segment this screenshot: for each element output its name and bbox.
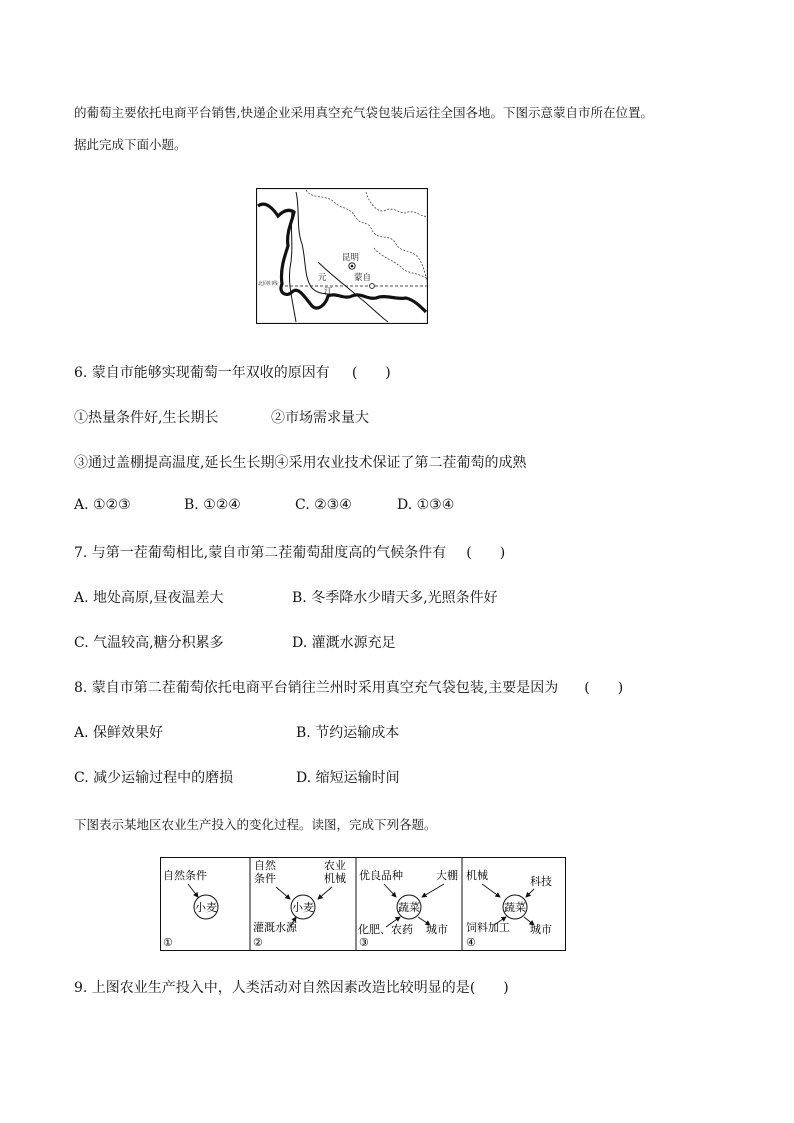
p2-input-natural-2: 条件	[254, 872, 276, 885]
q6-stem-text: 6. 蒙自市能够实现葡萄一年双收的原因有	[74, 365, 330, 381]
q9-stem	[74, 977, 509, 997]
q7-choice-a[interactable]: A. 地处高原,昼夜温差大	[74, 590, 224, 606]
q8-stem	[74, 677, 623, 697]
label-kunming: 昆明	[342, 253, 360, 263]
agriculture-input-diagram	[160, 857, 566, 951]
p1-center: 小麦	[195, 901, 217, 914]
q7-choice-c[interactable]: C. 气温较高,糖分积累多	[74, 635, 224, 651]
intro-line-2: 据此完成下面小题。	[74, 137, 187, 152]
q9-paren: ( )	[469, 980, 509, 996]
p3-input-fertilizer: 化肥、农药	[358, 923, 413, 936]
location-map	[256, 188, 428, 324]
p4-input-machinery: 机械	[466, 869, 488, 882]
label-yuan: 元	[318, 273, 327, 283]
intro-line-1: 的葡萄主要依托电商平台销售,快递企业采用真空充气袋包装后运往全国各地。下图示意蒙自市所在位置。	[74, 105, 653, 120]
q6-choice-a[interactable]: A. ①②③	[74, 497, 131, 513]
p2-number: ②	[253, 936, 263, 949]
q6-choice-b[interactable]: B. ①②④	[184, 497, 241, 513]
q7-choice-d[interactable]: D. 灌溉水源充足	[292, 635, 396, 651]
p1-input-natural: 自然条件	[163, 869, 207, 882]
p2-input-machinery-2: 机械	[324, 872, 346, 885]
q8-stem-text: 8. 蒙自市第二茬葡萄依托电商平台销往兰州时采用真空充气袋包装,主要是因为	[74, 680, 559, 696]
q8-choice-d[interactable]: D. 缩短运输时间	[296, 770, 400, 786]
p4-input-feed: 饲料加工	[466, 921, 510, 934]
intro2-text: 下图表示某地区农业生产投入的变化过程。读图，完成下列各题。	[74, 817, 437, 832]
q6-paren: ( )	[351, 365, 391, 381]
p3-number: ③	[359, 936, 369, 949]
q7-paren: ( )	[466, 545, 506, 561]
q7-stem-text: 7. 与第一茬葡萄相比,蒙自市第二茬葡萄甜度高的气候条件有	[74, 545, 447, 561]
p3-input-greenhouse: 大棚	[436, 869, 458, 882]
q8-paren: ( )	[584, 680, 624, 696]
q7-stem	[74, 542, 505, 562]
p4-center: 蔬菜	[504, 901, 526, 914]
p4-input-tech: 科技	[530, 875, 552, 888]
p3-input-seed: 优良品种	[359, 869, 403, 882]
label-tropic: 北回归线	[258, 281, 279, 287]
p3-output-city: 城市	[426, 923, 448, 936]
q6-option-2: ②市场需求量大	[271, 410, 369, 426]
q6-stem	[74, 362, 391, 382]
p2-input-natural-1: 自然	[254, 859, 276, 872]
q6-choice-d[interactable]: D. ①③④	[397, 497, 455, 513]
mengzi-marker	[370, 284, 375, 289]
q8-choice-a[interactable]: A. 保鲜效果好	[74, 725, 164, 741]
q7-choice-b[interactable]: B. 冬季降水少晴天多,光照条件好	[292, 590, 498, 606]
label-jiang: 江	[324, 287, 333, 297]
p2-input-machinery-1: 农业	[324, 859, 346, 872]
p2-input-irrigation: 灌溉水源	[253, 921, 297, 934]
p1-number: ①	[163, 936, 173, 949]
label-mengzi: 蒙自	[354, 273, 372, 283]
p4-number: ④	[466, 936, 476, 949]
q9-stem-text: 9. 上图农业生产投入中，人类活动对自然因素改造比较明显的是	[74, 980, 470, 996]
q8-choice-c[interactable]: C. 减少运输过程中的磨损	[74, 770, 234, 786]
p3-center: 蔬菜	[398, 901, 420, 914]
p4-output-city: 城市	[530, 923, 552, 936]
q8-choice-b[interactable]: B. 节约运输成本	[296, 725, 400, 741]
q6-choice-c[interactable]: C. ②③④	[295, 497, 352, 513]
p2-center: 小麦	[292, 901, 314, 914]
q6-option-34: ③通过盖棚提高温度,延长生长期④采用农业技术保证了第二茬葡萄的成熟	[74, 455, 527, 471]
q6-option-1: ①热量条件好,生长期长	[74, 410, 219, 426]
